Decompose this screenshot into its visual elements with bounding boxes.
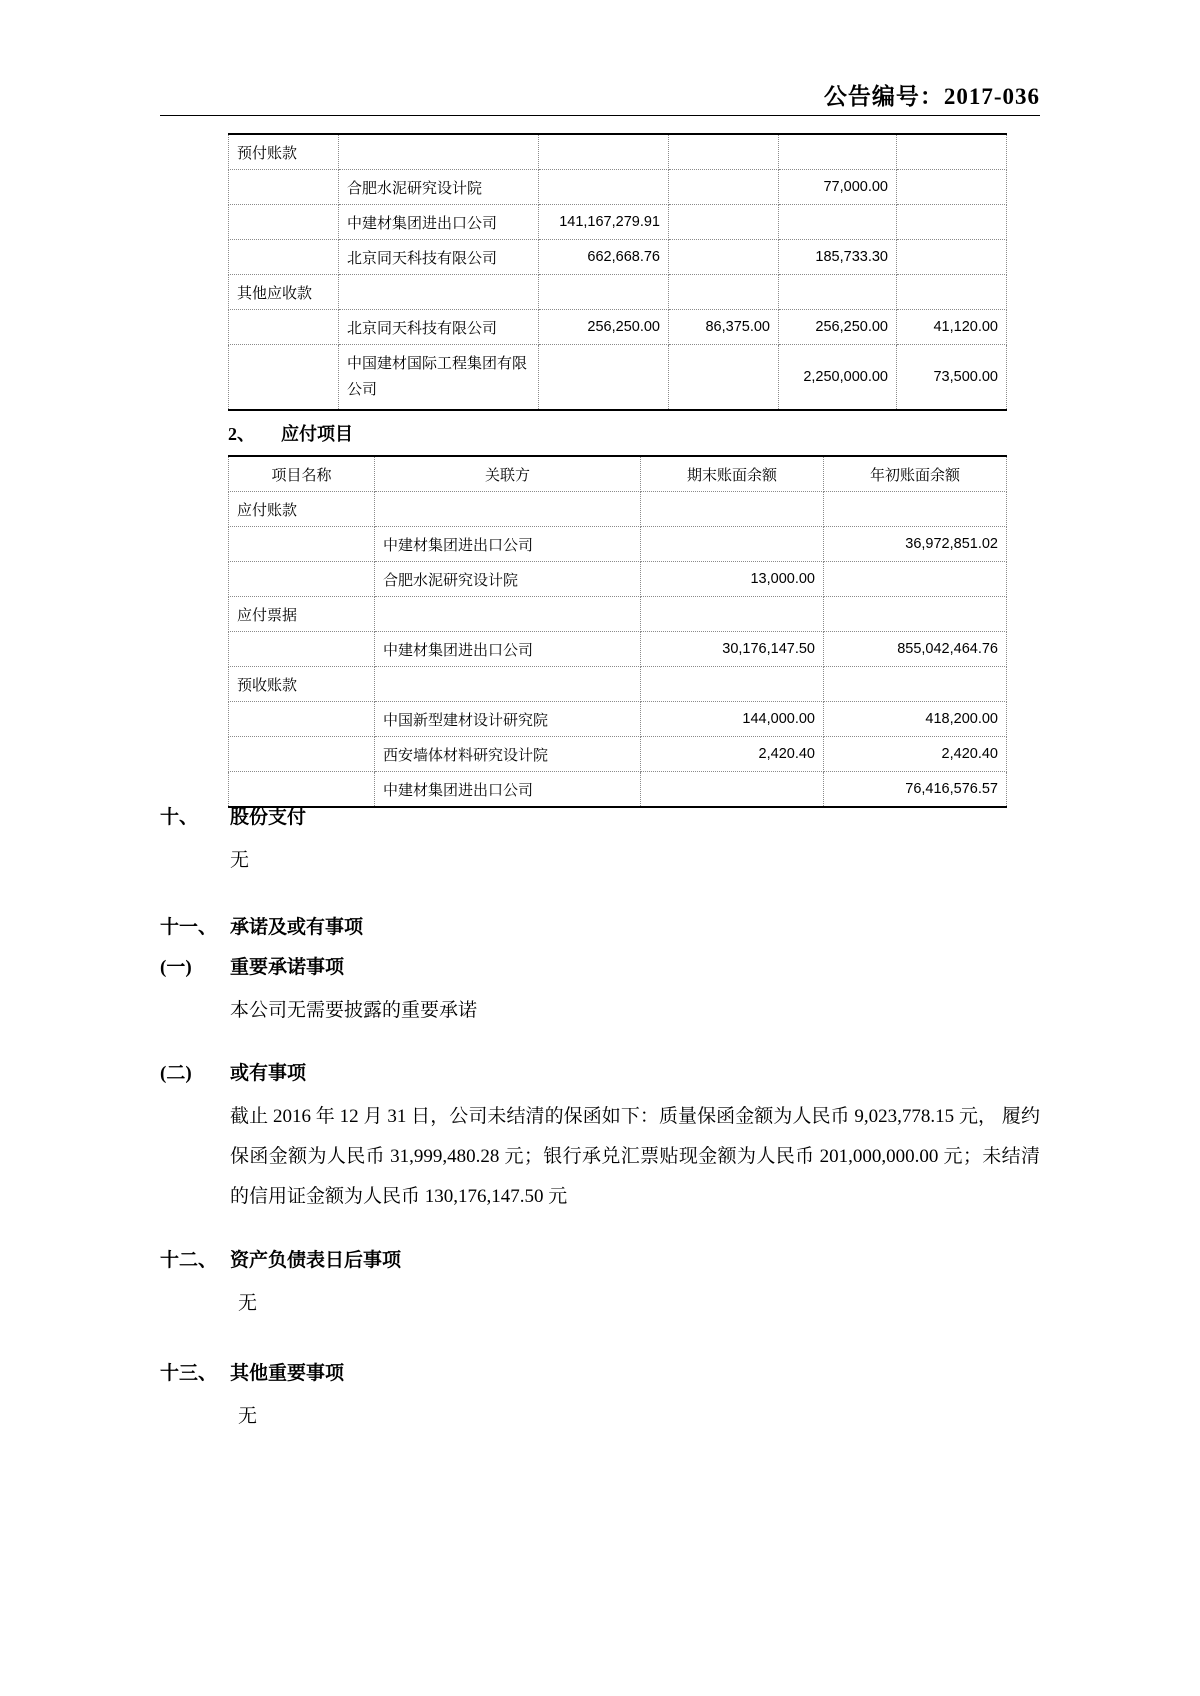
cell-item xyxy=(229,632,375,667)
cell-end xyxy=(641,597,824,632)
section-heading xyxy=(160,912,1040,939)
cell-item xyxy=(229,240,339,275)
table-row xyxy=(229,310,1007,345)
cell-c1 xyxy=(539,170,669,205)
section-heading xyxy=(160,802,1040,829)
cell-item xyxy=(229,737,375,772)
cell-begin xyxy=(824,667,1007,702)
cell-party: 中国建材国际工程集团有限公司 xyxy=(339,345,539,411)
cell-item: 其他应收款 xyxy=(229,275,339,310)
table-row xyxy=(229,702,1007,737)
section-title: 其他重要事项 xyxy=(230,1363,345,1384)
cell-end xyxy=(641,492,824,527)
subsection-title: 重要承诺事项 xyxy=(230,957,345,978)
column-header-item: 项目名称 xyxy=(229,456,375,492)
cell-item xyxy=(229,562,375,597)
section-body: 无 xyxy=(238,1293,258,1314)
section-body: 无 xyxy=(238,1406,258,1427)
related-party-payables-table xyxy=(228,455,1007,808)
section-2-title: 应付项目 xyxy=(281,424,353,444)
page-header xyxy=(160,78,1040,111)
section-share-payment xyxy=(160,802,1040,881)
subsection-body: 本公司无需要披露的重要承诺 xyxy=(230,1000,478,1021)
cell-end: 13,000.00 xyxy=(641,562,824,597)
table-row xyxy=(229,492,1007,527)
cell-c3: 256,250.00 xyxy=(779,310,897,345)
cell-end: 30,176,147.50 xyxy=(641,632,824,667)
cell-party xyxy=(339,275,539,310)
table-row xyxy=(229,597,1007,632)
cell-item xyxy=(229,205,339,240)
column-header-begin-balance: 年初账面余额 xyxy=(824,456,1007,492)
table-header-row xyxy=(229,456,1007,492)
table-row xyxy=(229,632,1007,667)
cell-c1: 256,250.00 xyxy=(539,310,669,345)
cell-party: 中建材集团进出口公司 xyxy=(375,772,641,808)
cell-begin: 855,042,464.76 xyxy=(824,632,1007,667)
cell-party: 西安墙体材料研究设计院 xyxy=(375,737,641,772)
cell-c3: 2,250,000.00 xyxy=(779,345,897,411)
table-row xyxy=(229,562,1007,597)
table-row xyxy=(229,205,1007,240)
cell-item: 预收账款 xyxy=(229,667,375,702)
section-post-balance-sheet-events xyxy=(160,1245,1040,1324)
subsection-label: (二) xyxy=(160,1063,192,1084)
section-2-heading xyxy=(228,420,353,446)
cell-item: 应付票据 xyxy=(229,597,375,632)
section-label: 十、 xyxy=(160,807,199,828)
cell-c1: 141,167,279.91 xyxy=(539,205,669,240)
cell-party xyxy=(339,134,539,170)
related-party-payables-table-wrap xyxy=(228,455,1006,808)
section-title: 资产负债表日后事项 xyxy=(230,1250,402,1271)
table-row xyxy=(229,527,1007,562)
cell-end xyxy=(641,667,824,702)
related-party-receivables-table xyxy=(228,133,1007,411)
cell-begin: 418,200.00 xyxy=(824,702,1007,737)
cell-c1 xyxy=(539,275,669,310)
subsection-heading xyxy=(160,952,1040,979)
cell-item: 应付账款 xyxy=(229,492,375,527)
cell-party: 中国新型建材设计研究院 xyxy=(375,702,641,737)
section-title: 承诺及或有事项 xyxy=(230,917,364,938)
cell-c2 xyxy=(669,170,779,205)
table-row xyxy=(229,170,1007,205)
related-party-receivables-table-wrap xyxy=(228,133,1006,411)
section-title: 股份支付 xyxy=(230,807,307,828)
subsection-body: 截止 2016 年 12 月 31 日，公司未结清的保函如下：质量保函金额为人民币 9,023,778.15 元， 履约保函金额为人民币 31,999,480.28 元；银行承兑汇票贴现金额为人民币 201,000,000.00 元；未结清的信用证金额为人民币 130,176,147.50 元 xyxy=(230,1106,1040,1207)
cell-end xyxy=(641,527,824,562)
table-row xyxy=(229,345,1007,411)
header-divider xyxy=(160,115,1040,116)
cell-c4 xyxy=(897,240,1007,275)
table-row xyxy=(229,134,1007,170)
subsection-important-commitments xyxy=(160,952,1040,1031)
subsection-heading xyxy=(160,1058,1040,1085)
section-label: 十一、 xyxy=(160,917,218,938)
cell-c2 xyxy=(669,275,779,310)
section-body: 无 xyxy=(230,850,250,871)
cell-c1: 662,668.76 xyxy=(539,240,669,275)
cell-begin xyxy=(824,597,1007,632)
cell-c4 xyxy=(897,275,1007,310)
cell-item xyxy=(229,345,339,411)
cell-c4 xyxy=(897,134,1007,170)
cell-c2: 86,375.00 xyxy=(669,310,779,345)
section-commitments xyxy=(160,912,1040,939)
table-row xyxy=(229,667,1007,702)
cell-party: 北京同天科技有限公司 xyxy=(339,310,539,345)
cell-c3 xyxy=(779,205,897,240)
cell-c4 xyxy=(897,170,1007,205)
column-header-party: 关联方 xyxy=(375,456,641,492)
cell-end: 144,000.00 xyxy=(641,702,824,737)
cell-c2 xyxy=(669,240,779,275)
cell-party xyxy=(375,667,641,702)
cell-party: 北京同天科技有限公司 xyxy=(339,240,539,275)
cell-c1 xyxy=(539,345,669,411)
table-row xyxy=(229,737,1007,772)
cell-item xyxy=(229,170,339,205)
subsection-title: 或有事项 xyxy=(230,1063,307,1084)
subsection-label: (一) xyxy=(160,957,192,978)
cell-begin xyxy=(824,562,1007,597)
cell-c3: 77,000.00 xyxy=(779,170,897,205)
subsection-contingencies xyxy=(160,1058,1040,1217)
cell-party: 合肥水泥研究设计院 xyxy=(339,170,539,205)
cell-begin: 2,420.40 xyxy=(824,737,1007,772)
cell-party xyxy=(375,597,641,632)
cell-party: 中建材集团进出口公司 xyxy=(339,205,539,240)
cell-begin: 36,972,851.02 xyxy=(824,527,1007,562)
cell-end: 2,420.40 xyxy=(641,737,824,772)
cell-begin: 76,416,576.57 xyxy=(824,772,1007,808)
section-heading xyxy=(160,1245,1040,1272)
table-row xyxy=(229,275,1007,310)
cell-begin xyxy=(824,492,1007,527)
cell-c4: 41,120.00 xyxy=(897,310,1007,345)
section-heading xyxy=(160,1358,1040,1385)
section-2-number: 2、 xyxy=(228,424,255,444)
cell-c2 xyxy=(669,345,779,411)
cell-c2 xyxy=(669,134,779,170)
cell-c3: 185,733.30 xyxy=(779,240,897,275)
cell-item xyxy=(229,702,375,737)
section-label: 十三、 xyxy=(160,1363,218,1384)
cell-party: 中建材集团进出口公司 xyxy=(375,527,641,562)
section-other-important-matters xyxy=(160,1358,1040,1437)
cell-c3 xyxy=(779,134,897,170)
cell-party: 合肥水泥研究设计院 xyxy=(375,562,641,597)
cell-c2 xyxy=(669,205,779,240)
document-number: 公告编号：2017-036 xyxy=(823,84,1040,109)
cell-item xyxy=(229,527,375,562)
cell-party: 中建材集团进出口公司 xyxy=(375,632,641,667)
cell-c4 xyxy=(897,205,1007,240)
table-row xyxy=(229,240,1007,275)
cell-party xyxy=(375,492,641,527)
cell-item: 预付账款 xyxy=(229,134,339,170)
column-header-end-balance: 期末账面余额 xyxy=(641,456,824,492)
cell-item xyxy=(229,310,339,345)
cell-c4: 73,500.00 xyxy=(897,345,1007,411)
section-label: 十二、 xyxy=(160,1250,218,1271)
cell-c3 xyxy=(779,275,897,310)
cell-c1 xyxy=(539,134,669,170)
